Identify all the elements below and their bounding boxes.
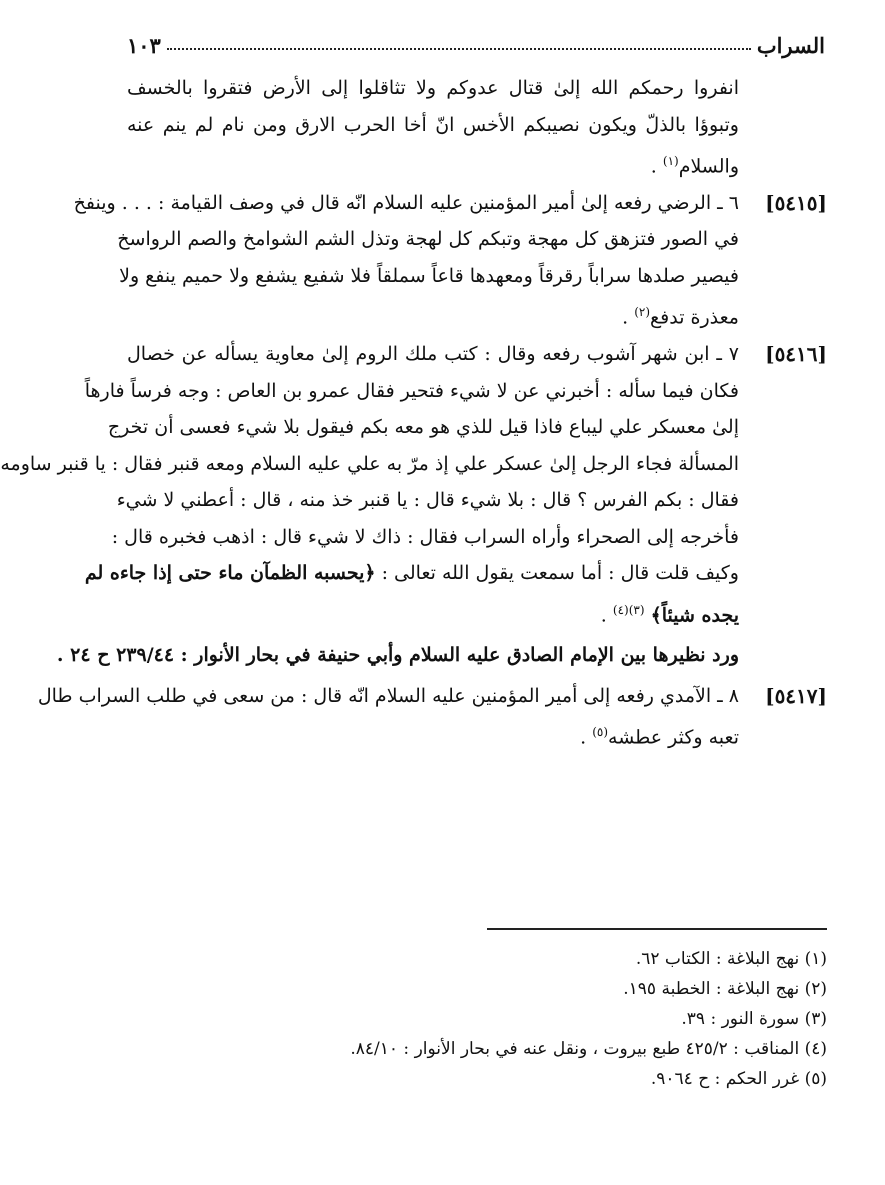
- footnote-ref: (٥): [592, 725, 609, 740]
- text-span: .: [650, 155, 657, 178]
- text-line: فكان فيما سأله : أخبرني عن لا شيء فتحير فقال عمرو بن العاص : وجه فرساً فارهاً: [84, 379, 739, 402]
- footnote-3: (٣) سورة النور : ٣٩.: [681, 1009, 827, 1029]
- entry-number: [٥٤١٥]: [765, 190, 827, 215]
- footnote-4: (٤) المناقب : ٤٢٥/٢ طبع بيروت ، ونقل عنه في بحار الأنوار : ٨٤/١٠.: [350, 1039, 827, 1059]
- quran-quote-end: يجده شيئاً﴾: [650, 603, 739, 626]
- page-number: ١٠٣: [127, 33, 161, 58]
- text-line: [127, 143, 827, 185]
- text-span: وكيف قلت قال : أما سمعت يقول الله تعالى :: [381, 562, 739, 585]
- running-header: [127, 22, 825, 58]
- footnote-5: (٥) غرر الحكم : ح ٩٠٦٤.: [650, 1069, 827, 1089]
- footnote-ref: (٢): [634, 305, 651, 320]
- text-line: إلىٰ معسكر علي ليباع فاذا قيل للذي هو معه بكم فيقول بلا شيء فعسى أن تخرج: [107, 416, 739, 439]
- text-span: .: [580, 726, 587, 749]
- text-line: في الصور فتزهق كل مهجة وتبكم كل لهجة وتذل الشم الشوامخ والصم الرواسخ: [117, 228, 739, 251]
- header-leader-dots: [167, 48, 751, 50]
- text-line: انفروا رحمكم الله إلىٰ قتال عدوكم ولا تثاقلوا إلى الأرض فتقروا بالخسف: [127, 77, 739, 99]
- text-line: ٦ ـ الرضي رفعه إلىٰ أمير المؤمنين عليه السلام انّه قال في وصف القيامة : . . . وينفخ: [73, 191, 739, 214]
- text-span: .: [600, 603, 607, 626]
- footnote-ref: (١): [662, 154, 679, 168]
- entry-5415: [73, 185, 827, 336]
- text-line: ٧ ـ ابن شهر آشوب رفعه وقال : كتب ملك الروم إلىٰ معاوية يسأله عن خصال: [127, 343, 739, 366]
- text-line: فقال : بكم الفرس ؟ قال : بلا شيء قال : يا قنبر خذ منه ، قال : أعطني لا شيء: [116, 489, 739, 512]
- entry-5417: [37, 678, 827, 756]
- text-span: معذرة تدفع: [650, 306, 739, 329]
- entry-number: [٥٤١٦]: [765, 342, 827, 367]
- intro-paragraph: [127, 70, 827, 185]
- text-span: .: [622, 306, 629, 329]
- text-line: ٨ ـ الآمدي رفعه إلى أمير المؤمنين عليه السلام انّه قال : من سعى في طلب السراب طال: [37, 684, 739, 707]
- text-line: فأخرجه إلى الصحراء وأراه السراب فقال : ذاك لا شيء قال : اذهب فخبره قال :: [111, 525, 739, 548]
- text-line: [127, 714, 827, 756]
- text-line: [127, 294, 827, 336]
- text-line: المسألة فجاء الرجل إلىٰ عسكر علي إذ مرّ به علي عليه السلام ومعه قنبر فقال : يا قنبر ساومه: [0, 452, 739, 475]
- text-line: وتبوؤا بالذلّ ويكون نصيبكم الأخس انّ أخا الحرب الارق ومن نام لم ينم عنه: [127, 113, 739, 136]
- text-line: فيصير صلدها سراباً رقرقاً ومعهدها قاعاً سملقاً فلا شفيع يشفع ولا حميم ينفع ولا: [119, 264, 739, 287]
- quran-quote: ﴿يحسبه الظمآن ماء حتى إذا جاءه لم: [84, 562, 376, 585]
- body-text: [0, 70, 827, 756]
- text-line: [127, 592, 827, 634]
- entry-5416: [0, 336, 827, 633]
- header-title: السراب: [756, 33, 825, 58]
- cross-reference-note: ورد نظيرها بين الإمام الصادق عليه السلام وأبي حنيفة في بحار الأنوار : ٢٣٩/٤٤ ح ٢٤ .: [56, 644, 739, 667]
- text-span: والسلام: [678, 155, 739, 178]
- footnote-1: (١) نهج البلاغة : الكتاب ٦٢.: [635, 949, 827, 969]
- text-line: [84, 555, 827, 592]
- footnote-ref: (٣)(٤): [612, 602, 645, 617]
- footnotes: [127, 944, 827, 1094]
- footnote-2: (٢) نهج البلاغة : الخطبة ١٩٥.: [623, 979, 827, 999]
- text-span: تعبه وكثر عطشه: [608, 726, 739, 749]
- entry-number: [٥٤١٧]: [765, 683, 827, 708]
- footnote-separator: [487, 928, 827, 930]
